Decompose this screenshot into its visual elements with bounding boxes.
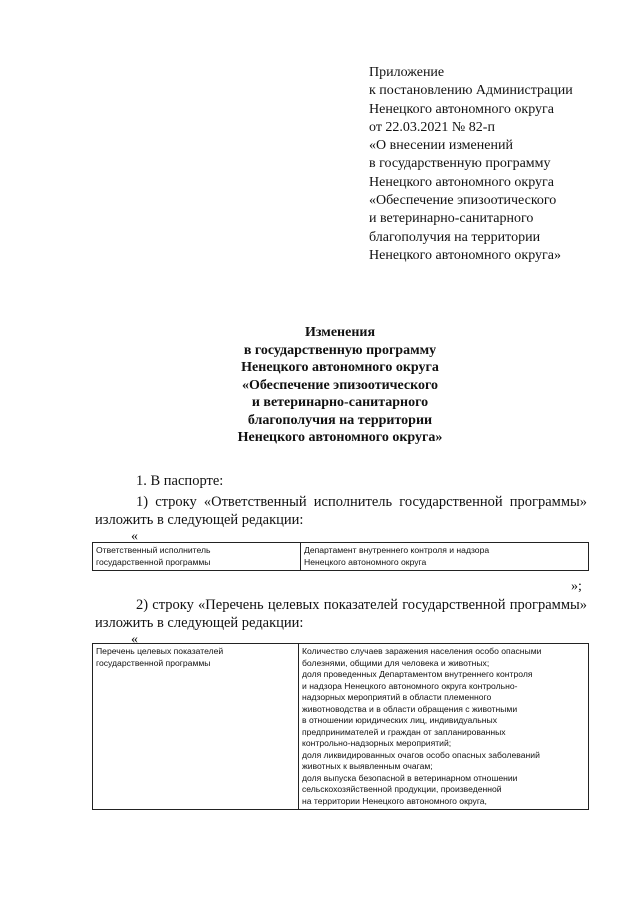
cell-line: предпринимателей и граждан от запланированных [302,726,506,737]
appendix-line: Ненецкого автономного округа [369,101,554,117]
item-1-1-line-2: изложить в следующей редакции: [95,512,304,528]
cell-line: на территории Ненецкого автономного округа, [302,795,487,806]
cell-line: Департамент внутреннего контроля и надзора [304,545,490,555]
item-1-2-line-2: изложить в следующей редакции: [95,615,304,631]
cell-line: животных к выявленным очагам; [302,761,433,771]
cell-line: Количество случаев заражения населения особо опасными [302,646,542,656]
appendix-header [369,64,631,265]
cell-line: государственной программы [96,657,211,668]
title-line: «Обеспечение эпизоотического [241,377,439,393]
cell-line: сельскохозяйственной продукции, произведенной [302,784,502,794]
table-cell-value [299,644,589,810]
title-line: Ненецкого автономного округа [241,360,439,375]
cell-line: надзорных мероприятий в области племенного [302,692,492,702]
cell-line: Перечень целевых показателей [96,646,224,656]
cell-line: доля выпуска безопасной в ветеринарном отношении [302,772,518,783]
table-row [93,644,589,810]
table-row [93,543,589,571]
table-cell-label [93,644,299,810]
title-line: Ненецкого автономного округа» [237,430,443,445]
appendix-line: благополучия на территории [369,229,541,245]
cell-line: доля ликвидированных очагов особо опасных заболеваний [302,749,540,760]
table-cell-value [301,543,589,571]
document-title [150,324,530,447]
cell-line: животноводства и в области обращения с животными [302,703,518,714]
open-quote-1: « [131,529,138,544]
appendix-line: Ненецкого автономного округа» [369,247,561,263]
appendix-line: к постановлению Администрации [369,83,573,99]
table-responsible-executor [92,542,589,571]
title-line: благополучия на территории [247,412,433,428]
appendix-line: «Обеспечение эпизоотического [369,193,557,209]
item-1-heading: 1. В паспорте: [136,473,224,489]
item-1-1-line-1: 1) строку «Ответственный исполнитель государственной программы» [136,494,587,510]
title-line: и ветеринарно-санитарного [251,395,429,410]
title-line: Изменения [304,325,376,340]
appendix-line: и ветеринарно-санитарного [369,211,534,227]
cell-line: болезнями, общими для человека и животных; [302,657,490,668]
appendix-line: от 22.03.2021 № 82-п [369,119,495,135]
cell-line: в отношении юридических лиц, индивидуальных [302,715,497,725]
appendix-line: «О внесении изменений [369,138,513,154]
close-quote-1: »; [571,579,582,594]
cell-line: контрольно-надзорных мероприятий; [302,738,452,748]
cell-line: Ненецкого автономного округа [304,556,427,567]
appendix-line: Приложение [369,65,445,80]
cell-line: Ответственный исполнитель [96,545,211,555]
appendix-line: Ненецкого автономного округа [369,174,554,190]
cell-line: доля проведенных Департаментом внутреннего контроля [302,669,533,679]
cell-line: государственной программы [96,556,211,567]
cell-line: и надзора Ненецкого автономного округа контрольно- [302,680,518,691]
table-target-indicators [92,643,589,810]
title-line: в государственную программу [243,342,437,358]
table-cell-label [93,543,301,571]
item-1-2-line-1: 2) строку «Перечень целевых показателей государственной программы» [136,597,587,613]
open-quote-2: « [131,632,138,647]
appendix-line: в государственную программу [369,156,551,172]
